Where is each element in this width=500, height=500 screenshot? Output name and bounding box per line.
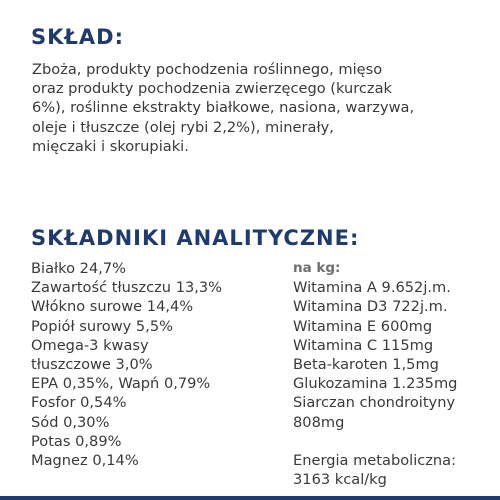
vitamin-item: Witamina A 9.652j.m. [293,279,451,297]
vitamin-item: Witamina D3 722j.m. [293,298,448,316]
vitamin-item: Witamina C 115mg [293,336,434,354]
composition-line: 6%), roślinne ekstrakty białkowe, nasiona, warzywa, [32,99,415,117]
bottom-accent-bar [0,496,500,500]
analytical-item: Magnez 0,14% [31,452,139,470]
composition-line: mięczaki i skorupiaki. [32,137,189,155]
analytical-item: EPA 0,35%, Wapń 0,79% [31,375,211,393]
analytical-item: Popiół surowy 5,5% [31,317,173,335]
analytical-item: Sód 0,30% [31,413,110,431]
analytical-left-column [31,259,281,470]
analytical-right-column [293,259,493,489]
composition-text [32,60,472,156]
vitamin-item: Siarczan chondroityny [293,394,456,412]
composition-line: oleje i tłuszcze (olej rybi 2,2%), minerały, [32,118,334,136]
analytical-item: Potas 0,89% [31,432,122,450]
vitamin-item: 808mg [293,413,345,431]
vitamin-item: Beta-karoten 1,5mg [293,356,439,374]
analytical-heading: SKŁADNIKI ANALITYCZNE: [31,226,360,250]
analytical-item: Fosfor 0,54% [31,394,127,412]
analytical-item: Włókno surowe 14,4% [31,298,194,316]
composition-line: Zboża, produkty pochodzenia roślinnego, mięso [32,61,383,78]
composition-line: oraz produkty pochodzenia zwierzęcego (kurczak [32,80,392,98]
analytical-item: Omega-3 kwasy [31,336,149,354]
vitamin-item: Witamina E 600mg [293,317,433,335]
vitamin-item: Glukozamina 1.235mg [293,375,458,393]
spacer [293,432,493,451]
per-kg-label: na kg: [293,260,341,276]
analytical-item: tłuszczowe 3,0% [31,356,153,374]
energy-line: 3163 kcal/kg [293,471,387,489]
composition-heading: SKŁAD: [31,25,124,49]
energy-line: Energia metaboliczna: [293,452,457,470]
analytical-item: Białko 24,7% [31,260,127,277]
analytical-item: Zawartość tłuszczu 13,3% [31,279,223,297]
